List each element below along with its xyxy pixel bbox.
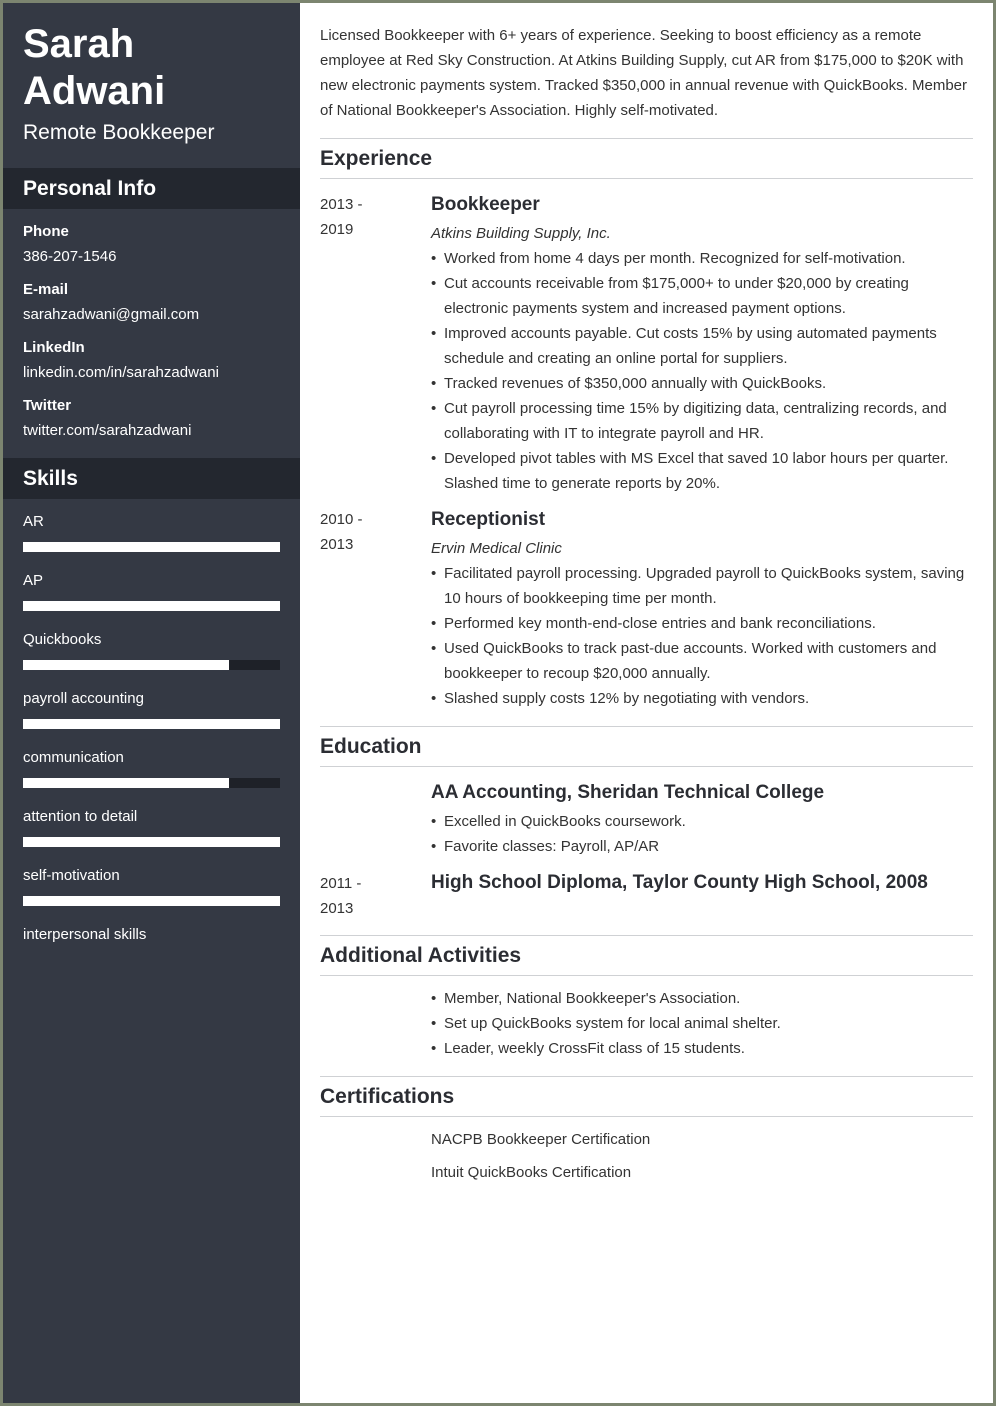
skills-heading: Skills bbox=[3, 458, 300, 499]
education-date bbox=[320, 871, 410, 921]
summary-text: Licensed Bookkeeper with 6+ years of experience. Seeking to boost efficiency as a remote employee at Red Sky Construction. At Atkins Building Supply, cut AR from $175,000 to $20K with new electronic payments system. Tracked $350,000 in annual revenue with QuickBooks. Member of National Bookkeeper's Association. Highly self-motivated. bbox=[320, 27, 967, 119]
job-date-start: 2010 - bbox=[320, 511, 363, 528]
list-item: • Excelled in QuickBooks coursework. bbox=[431, 809, 971, 834]
list-item: • Developed pivot tables with MS Excel that saved 10 labor hours per quarter. Slashed time to generate reports by 20%. bbox=[431, 446, 971, 496]
job-date bbox=[320, 192, 410, 242]
skill-level-bar bbox=[23, 719, 280, 729]
skill-name: self-motivation bbox=[23, 867, 120, 884]
linkedin-value: linkedin.com/in/sarahzadwani bbox=[23, 364, 219, 381]
list-item: • Tracked revenues of $350,000 annually with QuickBooks. bbox=[431, 371, 971, 396]
list-item: • Performed key month-end-close entries and bank reconciliations. bbox=[431, 611, 971, 636]
skill-name: Quickbooks bbox=[23, 631, 102, 648]
skill-level-bar bbox=[23, 542, 280, 552]
personal-info-heading: Personal Info bbox=[3, 168, 300, 209]
education-title: High School Diploma, Taylor County High School, 2008 bbox=[431, 872, 928, 893]
phone-label: Phone bbox=[23, 223, 69, 240]
resume-page bbox=[3, 3, 993, 1403]
last-name: Adwani bbox=[23, 69, 166, 113]
education-date-start: 2011 - bbox=[320, 875, 362, 892]
linkedin-label: LinkedIn bbox=[23, 339, 85, 356]
job-date bbox=[320, 507, 410, 557]
skill-level-fill bbox=[23, 837, 280, 847]
list-item: • Slashed supply costs 12% by negotiating with vendors. bbox=[431, 686, 971, 711]
job-bullets bbox=[431, 561, 971, 711]
skill-level-fill bbox=[23, 542, 280, 552]
job-date-end: 2013 bbox=[320, 536, 354, 553]
list-item: • Improved accounts payable. Cut costs 15% by using automated payments schedule and creating an online portal for suppliers. bbox=[431, 321, 971, 371]
list-item: • Member, National Bookkeeper's Association. bbox=[431, 986, 971, 1011]
job-title: Receptionist bbox=[431, 509, 546, 530]
candidate-name bbox=[23, 21, 283, 115]
list-item: • Favorite classes: Payroll, AP/AR bbox=[431, 834, 971, 859]
skill-name: AR bbox=[23, 513, 44, 530]
email-value: sarahzadwani@gmail.com bbox=[23, 306, 200, 323]
certification-item: NACPB Bookkeeper Certification bbox=[431, 1131, 651, 1148]
skill-level-fill bbox=[23, 719, 280, 729]
skill-level-bar bbox=[23, 837, 280, 847]
job-title: Bookkeeper bbox=[431, 194, 540, 215]
skill-level-bar bbox=[23, 601, 280, 611]
list-item: • Leader, weekly CrossFit class of 15 students. bbox=[431, 1036, 971, 1061]
job-company: Atkins Building Supply, Inc. bbox=[431, 225, 611, 242]
skill-level-fill bbox=[23, 896, 280, 906]
skill-name: interpersonal skills bbox=[23, 926, 147, 943]
list-item: • Cut accounts receivable from $175,000+ to under $20,000 by creating electronic payments system and increased payment options. bbox=[431, 271, 971, 321]
candidate-role: Remote Bookkeeper bbox=[23, 121, 215, 144]
skill-level-fill bbox=[23, 660, 229, 670]
education-title: AA Accounting, Sheridan Technical College bbox=[431, 782, 825, 803]
list-item: • Used QuickBooks to track past-due accounts. Worked with customers and bookkeeper to recoup $20,000 annually. bbox=[431, 636, 971, 686]
education-bullets bbox=[431, 809, 971, 859]
main-content bbox=[320, 3, 973, 1403]
job-company: Ervin Medical Clinic bbox=[431, 540, 562, 557]
job-bullets bbox=[431, 246, 971, 496]
skill-level-bar bbox=[23, 778, 280, 788]
sidebar bbox=[3, 3, 300, 1403]
activities-heading: Additional Activities bbox=[320, 935, 973, 976]
skill-level-fill bbox=[23, 601, 280, 611]
experience-heading: Experience bbox=[320, 138, 973, 179]
skill-level-fill bbox=[23, 778, 229, 788]
education-date-end: 2013 bbox=[320, 900, 354, 917]
skill-level-bar bbox=[23, 896, 280, 906]
job-date-start: 2013 - bbox=[320, 196, 363, 213]
twitter-label: Twitter bbox=[23, 397, 72, 414]
certifications-heading: Certifications bbox=[320, 1076, 973, 1117]
phone-value: 386-207-1546 bbox=[23, 248, 117, 265]
list-item: • Cut payroll processing time 15% by digitizing data, centralizing records, and collaborating with IT to integrate payroll and HR. bbox=[431, 396, 971, 446]
activities-bullets bbox=[431, 986, 971, 1061]
skill-level-bar bbox=[23, 660, 280, 670]
skill-name: communication bbox=[23, 749, 124, 766]
education-heading: Education bbox=[320, 726, 973, 767]
list-item: • Worked from home 4 days per month. Recognized for self-motivation. bbox=[431, 246, 971, 271]
first-name: Sarah bbox=[23, 22, 135, 66]
certification-item: Intuit QuickBooks Certification bbox=[431, 1164, 632, 1181]
skill-name: attention to detail bbox=[23, 808, 138, 825]
list-item: • Facilitated payroll processing. Upgraded payroll to QuickBooks system, saving 10 hours of bookkeeping time per month. bbox=[431, 561, 971, 611]
email-label: E-mail bbox=[23, 281, 69, 298]
skill-name: AP bbox=[23, 572, 44, 589]
list-item: • Set up QuickBooks system for local animal shelter. bbox=[431, 1011, 971, 1036]
skill-name: payroll accounting bbox=[23, 690, 144, 707]
job-date-end: 2019 bbox=[320, 221, 354, 238]
twitter-value: twitter.com/sarahzadwani bbox=[23, 422, 192, 439]
